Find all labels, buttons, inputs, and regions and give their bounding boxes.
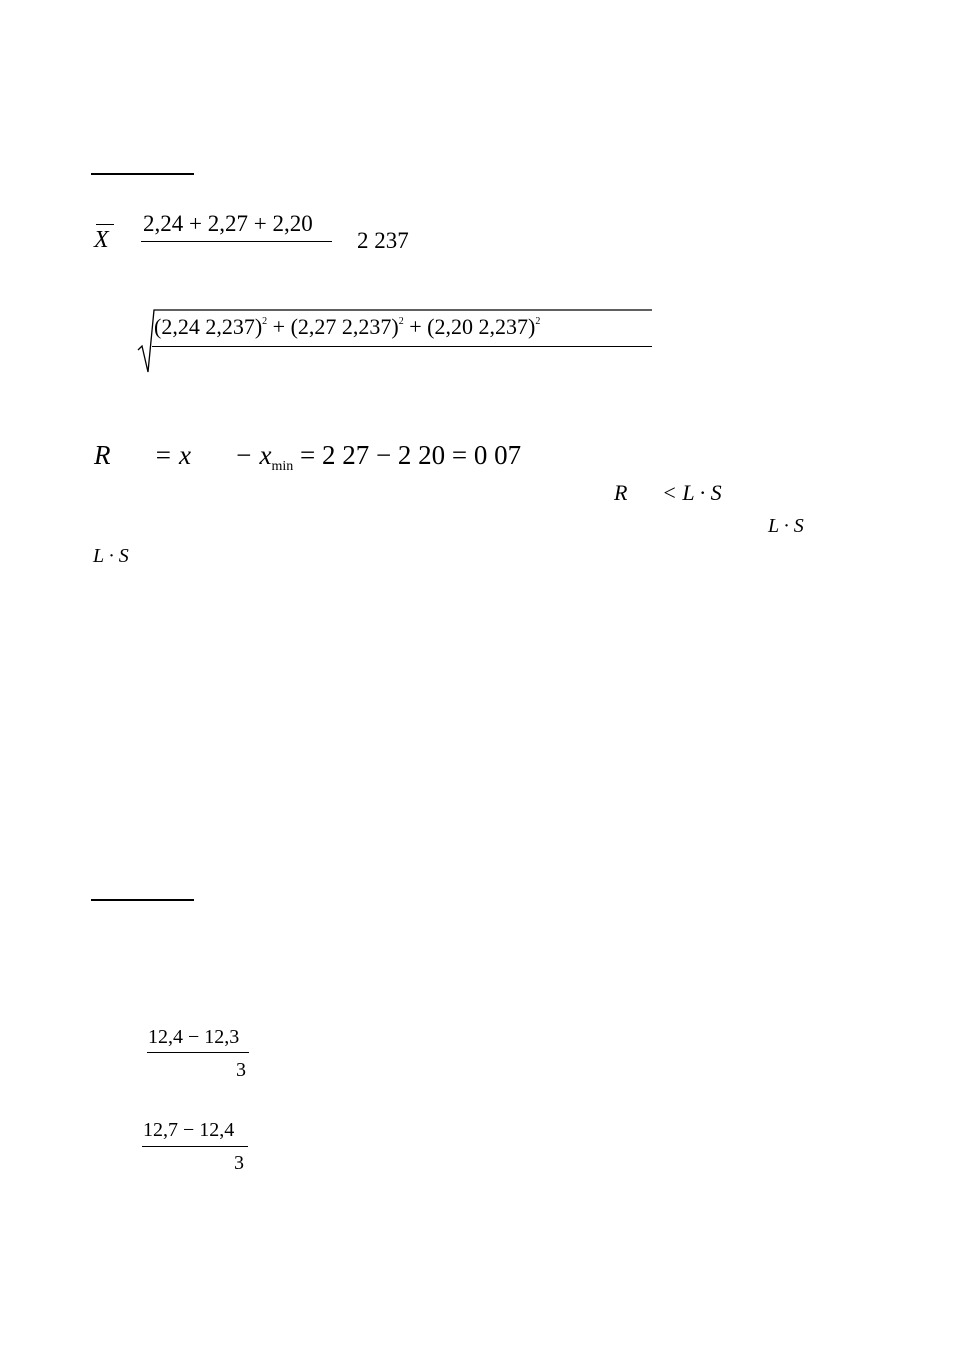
mean-fraction-line	[141, 241, 332, 242]
range-subscript-min: min	[271, 459, 294, 474]
fraction-2-denominator: 3	[234, 1152, 244, 1174]
sd-term-3: (2,20 2,237)	[427, 314, 536, 339]
sd-plus-2: +	[409, 314, 422, 339]
comparison-lt-ls: < L · S	[662, 480, 722, 505]
fraction-2-numerator: 12,7 − 12,4	[143, 1119, 235, 1141]
sd-fraction-line	[152, 346, 652, 347]
sd-exp-2: 2	[398, 316, 404, 327]
sd-term-1: (2,24 2,237)	[154, 314, 263, 339]
sd-exp-3: 2	[535, 316, 541, 327]
range-eq-x: = x	[154, 440, 191, 470]
comparison-ls-right: L · S	[768, 515, 804, 537]
range-formula	[94, 440, 522, 474]
range-minus-x: − x	[234, 440, 272, 470]
fraction-1-denominator: 3	[236, 1059, 246, 1081]
fraction-2-line	[142, 1146, 248, 1147]
fraction-1-numerator: 12,4 − 12,3	[148, 1026, 240, 1048]
sd-plus-1: +	[272, 314, 286, 339]
range-r: R	[94, 440, 111, 470]
sd-term-2: (2,27 2,237)	[290, 314, 399, 339]
sd-numerator	[154, 316, 540, 338]
section-2-rule	[91, 899, 194, 901]
mean-symbol: X	[94, 227, 109, 253]
range-rest: = 2 27 − 2 20 = 0 07	[299, 440, 522, 470]
section-1-rule	[91, 173, 194, 175]
mean-numerator: 2,24 + 2,27 + 2,20	[143, 211, 313, 236]
comparison-r: R	[614, 480, 628, 505]
sd-exp-1: 2	[262, 316, 268, 327]
comparison-ls-left: L · S	[93, 545, 129, 567]
fraction-1-line	[147, 1052, 249, 1053]
mean-bar	[96, 224, 114, 225]
mean-result: 2 237	[357, 228, 409, 253]
